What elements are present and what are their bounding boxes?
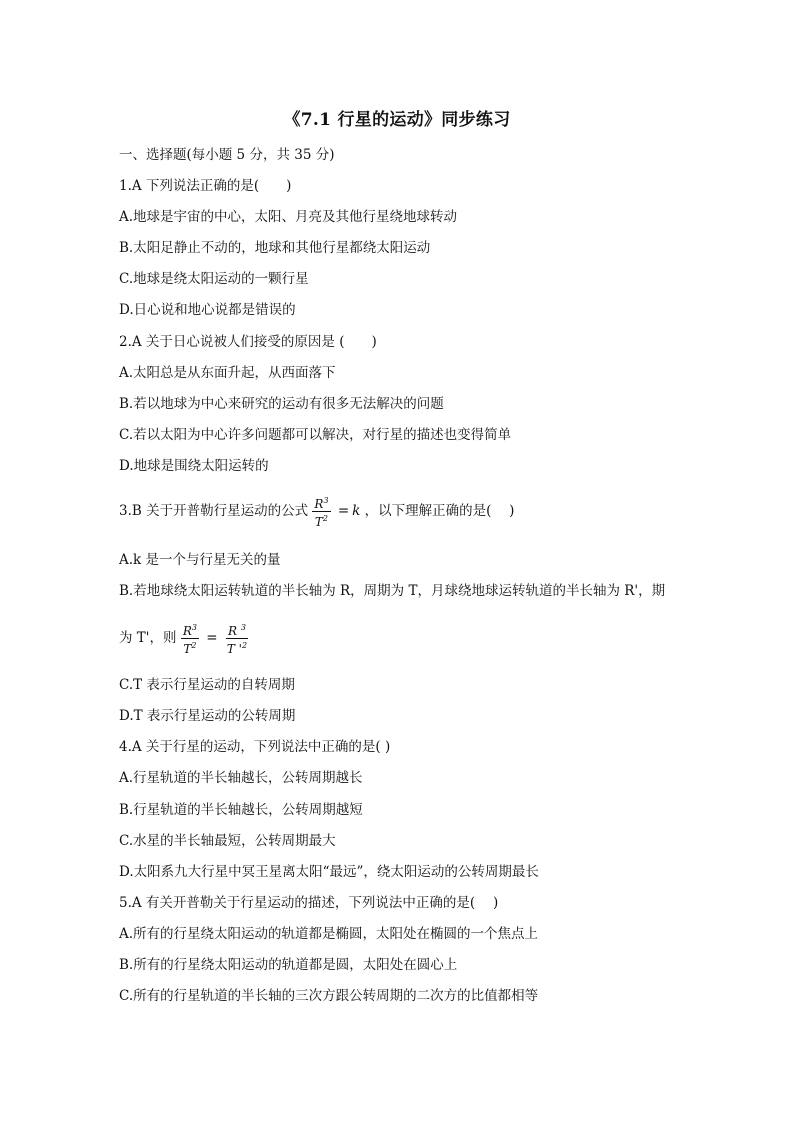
q3-option-c: C.T 表示行星运动的自转周期 [119,677,295,693]
q1-option-d: D.日心说和地心说都是错误的 [119,302,296,318]
q3-option-b-prefix: 为 T'，则 [119,630,177,646]
q4-option-c: C.水星的半长轴最短，公转周期最大 [119,833,336,849]
kepler-formula-fraction: $\frac{R^3}{T^2}$ [314,496,329,529]
q3-stem-prefix: 3.B 关于开普勒行星运动的公式 [119,503,309,519]
q4-stem: 4.A 关于行星的运动，下列说法中正确的是( ) [119,739,391,755]
q5-option-b: B.所有的行星绕太阳运动的轨道都是圆，太阳处在圆心上 [119,957,458,973]
q1-option-a: A.地球是宇宙的中心，太阳、月亮及其他行星绕地球转动 [119,209,458,225]
q1-option-b: B.太阳足静止不动的，地球和其他行星都绕太阳运动 [119,240,431,256]
q2-option-b: B.若以地球为中心来研究的运动有很多无法解决的问题 [119,396,444,412]
ratio-right-fraction: $\frac{R ^3}{T '^2}$ [226,623,248,656]
ratio-left-den: T [183,642,192,656]
q1-stem: 1.A 下列说法正确的是( ) [119,178,292,194]
q3-option-d: D.T 表示行星运动的公转周期 [119,708,296,724]
q2-stem: 2.A 关于日心说被人们接受的原因是 ( ) [119,334,377,350]
q5-option-a: A.所有的行星绕太阳运动的轨道都是椭圆，太阳处在椭圆的一个焦点上 [119,926,539,942]
q3-option-b-line1: B.若地球绕太阳运转轨道的半长轴为 R，周期为 T，月球绕地球运转轨道的半长轴为 R'，期 [119,583,666,599]
q1-option-c: C.地球是绕太阳运动的一颗行星 [119,271,309,287]
q4-option-a: A.行星轨道的半长轴越长，公转周期越长 [119,770,363,786]
ratio-right-den: T ' [226,642,242,656]
q4-option-b: B.行星轨道的半长轴越长，公转周期越短 [119,802,363,818]
document-title: 《7.1 行星的运动》同步练习 [283,110,511,130]
q3-stem: 3.B 关于开普勒行星运动的公式 $\frac{R^3}{T^2}$ = k ，以下理解正确的是( ) [119,496,515,529]
q2-option-d: D.地球是围绕太阳运转的 [119,458,269,474]
formula-rhs: k [352,503,361,519]
q5-stem: 5.A 有关开普勒关于行星运动的描述，下列说法中正确的是( ) [119,895,499,911]
q3-option-a: A.k 是一个与行星无关的量 [119,552,281,568]
q4-option-d: D.太阳系九大行星中冥王星离太阳“最远”，绕太阳运动的公转周期最长 [119,864,539,880]
ratio-left-fraction: $\frac{R^3}{T^2}$ [182,623,197,656]
ratio-left-num: R [182,624,192,638]
q3-stem-suffix: ，以下理解正确的是( ) [364,503,515,519]
q2-option-c: C.若以太阳为中心许多问题都可以解决，对行星的描述也变得简单 [119,427,512,443]
section-heading: 一、选择题(每小题 5 分，共 35 分) [119,147,335,163]
q5-option-c: C.所有的行星轨道的半长轴的三次方跟公转周期的二次方的比值都相等 [119,988,539,1004]
q3-option-b-line2: 为 T'，则 $\frac{R^3}{T^2}$ = $\frac{R ^3}{T '^2}$ [119,623,248,656]
q2-option-a: A.太阳总是从东面升起，从西面落下 [119,365,336,381]
formula-numerator: R [314,497,324,511]
ratio-right-num: R [227,624,238,638]
formula-denominator: T [314,515,323,529]
